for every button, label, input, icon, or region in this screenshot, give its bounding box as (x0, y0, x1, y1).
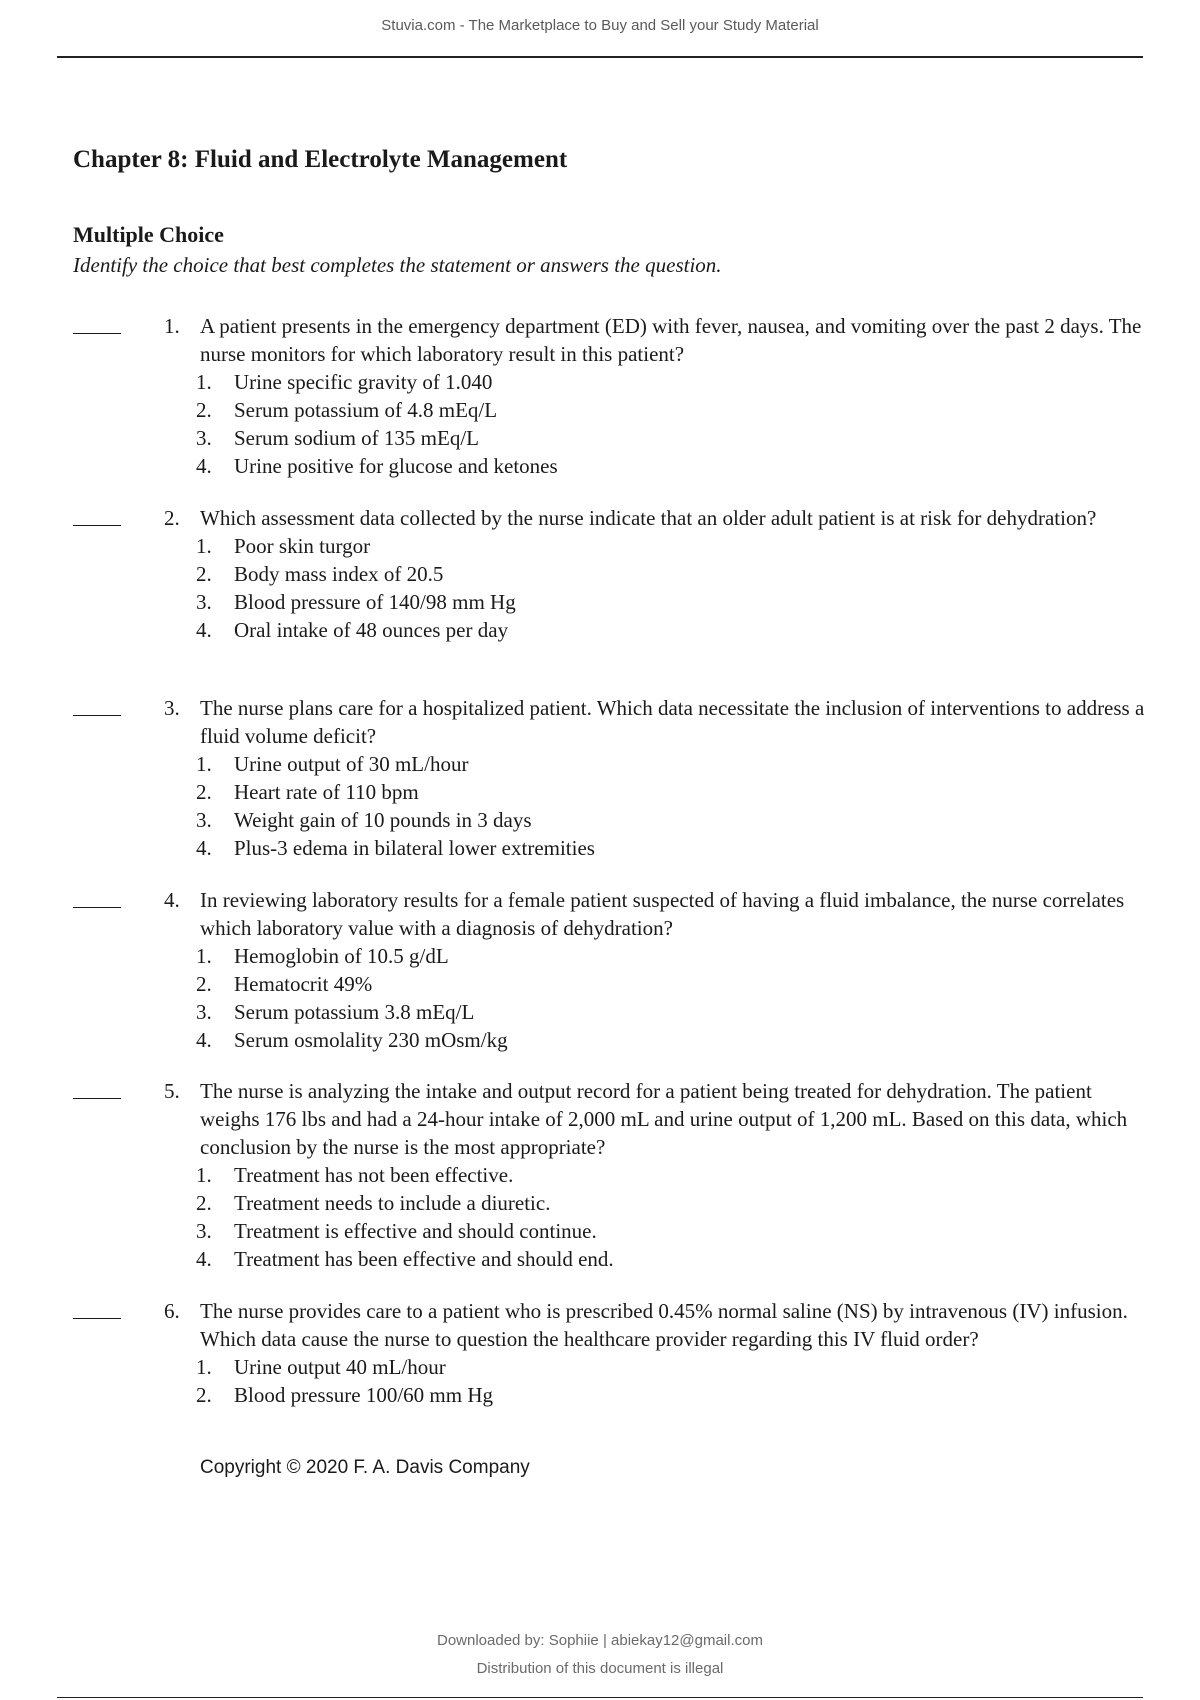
question-number: 5. (164, 1079, 180, 1103)
choice-item (196, 452, 1155, 480)
choice-number: 1. (196, 1163, 212, 1187)
question-number: 6. (164, 1299, 180, 1323)
choice-list (196, 1161, 1155, 1273)
choice-item (196, 1245, 1155, 1273)
choice-number: 3. (196, 1000, 212, 1024)
choice-number: 1. (196, 752, 212, 776)
choice-text: Oral intake of 48 ounces per day (234, 618, 509, 642)
choice-text: Weight gain of 10 pounds in 3 days (234, 808, 532, 832)
choice-number: 2. (196, 972, 212, 996)
question-stem: The nurse provides care to a patient who is prescribed 0.45% normal saline (NS) by intravenous (IV) infusion. Which data cause the nurse to question the healthcare provider regarding this IV fluid order? (200, 1299, 1128, 1351)
choice-number: 4. (196, 618, 212, 642)
choice-item (196, 368, 1155, 396)
answer-blank[interactable] (73, 312, 121, 334)
choice-text: Plus-3 edema in bilateral lower extremities (234, 836, 595, 860)
question-number: 2. (164, 506, 180, 530)
choice-text: Body mass index of 20.5 (234, 562, 444, 586)
choice-item (196, 970, 1155, 998)
question-body (196, 694, 1155, 862)
choice-number: 3. (196, 1219, 212, 1243)
choice-number: 4. (196, 1028, 212, 1052)
choice-list (196, 1353, 1155, 1409)
choice-item (196, 1381, 1155, 1409)
choice-item (196, 616, 1155, 644)
distribution-notice: Distribution of this document is illegal (476, 1660, 724, 1677)
choice-item (196, 998, 1155, 1026)
question-number: 4. (164, 888, 180, 912)
choice-number: 1. (196, 534, 212, 558)
answer-blank[interactable] (73, 504, 121, 526)
choice-number: 1. (196, 944, 212, 968)
choice-number: 1. (196, 370, 212, 394)
answer-blank[interactable] (73, 694, 121, 716)
choice-text: Treatment needs to include a diuretic. (234, 1191, 551, 1215)
chapter-title: Chapter 8: Fluid and Electrolyte Management (73, 146, 568, 173)
choice-number: 2. (196, 562, 212, 586)
choice-item (196, 834, 1155, 862)
choice-list (196, 942, 1155, 1054)
question-body (196, 504, 1155, 644)
choice-item (196, 806, 1155, 834)
choice-number: 3. (196, 426, 212, 450)
choice-item (196, 942, 1155, 970)
site-header-text: Stuvia.com - The Marketplace to Buy and Sell your Study Material (381, 17, 819, 34)
choice-item (196, 588, 1155, 616)
question-body (196, 312, 1155, 480)
choice-item (196, 532, 1155, 560)
choice-text: Serum sodium of 135 mEq/L (234, 426, 479, 450)
choice-number: 2. (196, 398, 212, 422)
question-number: 3. (164, 696, 180, 720)
choice-item (196, 1217, 1155, 1245)
question-body (196, 886, 1155, 1054)
answer-blank[interactable] (73, 1297, 121, 1319)
question-number: 1. (164, 314, 180, 338)
choice-list (196, 368, 1155, 480)
choice-item (196, 1353, 1155, 1381)
choice-number: 2. (196, 1383, 212, 1407)
section-instructions: Identify the choice that best completes the statement or answers the question. (73, 253, 722, 277)
choice-text: Treatment is effective and should continue. (234, 1219, 597, 1243)
question-stem: Which assessment data collected by the nurse indicate that an older adult patient is at risk for dehydration? (200, 506, 1097, 530)
section-title: Multiple Choice (73, 222, 224, 247)
choice-number: 4. (196, 454, 212, 478)
choice-number: 3. (196, 590, 212, 614)
choice-list (196, 532, 1155, 644)
choice-number: 4. (196, 1247, 212, 1271)
choice-text: Serum potassium 3.8 mEq/L (234, 1000, 475, 1024)
choice-number: 3. (196, 808, 212, 832)
choice-list (196, 750, 1155, 862)
footer-divider (57, 1697, 1143, 1698)
choice-number: 2. (196, 780, 212, 804)
choice-number: 2. (196, 1191, 212, 1215)
downloaded-by-text: Downloaded by: Sophiie | abiekay12@gmail.com (437, 1632, 763, 1649)
choice-item (196, 396, 1155, 424)
answer-blank[interactable] (73, 886, 121, 908)
choice-item (196, 1161, 1155, 1189)
choice-item (196, 778, 1155, 806)
question-stem: In reviewing laboratory results for a female patient suspected of having a fluid imbalance, the nurse correlates which laboratory value with a diagnosis of dehydration? (200, 888, 1125, 940)
choice-number: 1. (196, 1355, 212, 1379)
choice-text: Poor skin turgor (234, 534, 371, 558)
choice-text: Heart rate of 110 bpm (234, 780, 419, 804)
header-divider (57, 56, 1143, 58)
choice-number: 4. (196, 836, 212, 860)
choice-text: Blood pressure 100/60 mm Hg (234, 1383, 493, 1407)
choice-text: Urine specific gravity of 1.040 (234, 370, 493, 394)
choice-text: Treatment has not been effective. (234, 1163, 514, 1187)
choice-item (196, 1189, 1155, 1217)
choice-text: Urine output 40 mL/hour (234, 1355, 446, 1379)
choice-text: Urine output of 30 mL/hour (234, 752, 469, 776)
choice-item (196, 750, 1155, 778)
question-body (196, 1297, 1155, 1409)
choice-text: Serum potassium of 4.8 mEq/L (234, 398, 498, 422)
choice-text: Hemoglobin of 10.5 g/dL (234, 944, 449, 968)
question-body (196, 1077, 1155, 1273)
question-stem: The nurse plans care for a hospitalized patient. Which data necessitate the inclusion of interventions to address a fluid volume deficit? (200, 696, 1145, 748)
choice-item (196, 560, 1155, 588)
question-stem: The nurse is analyzing the intake and output record for a patient being treated for dehydration. The patient weighs 176 lbs and had a 24-hour intake of 2,000 mL and urine output of 1,200 mL. Based on this data, which conclusion by the nurse is the most appropriate? (200, 1079, 1128, 1159)
question-stem: A patient presents in the emergency department (ED) with fever, nausea, and vomiting over the past 2 days. The nurse monitors for which laboratory result in this patient? (200, 314, 1142, 366)
choice-text: Urine positive for glucose and ketones (234, 454, 558, 478)
choice-text: Hematocrit 49% (234, 972, 373, 996)
choice-text: Serum osmolality 230 mOsm/kg (234, 1028, 508, 1052)
answer-blank[interactable] (73, 1077, 121, 1099)
choice-item (196, 1026, 1155, 1054)
choice-text: Blood pressure of 140/98 mm Hg (234, 590, 516, 614)
choice-text: Treatment has been effective and should end. (234, 1247, 614, 1271)
choice-item (196, 424, 1155, 452)
copyright-notice: Copyright © 2020 F. A. Davis Company (200, 1457, 530, 1478)
